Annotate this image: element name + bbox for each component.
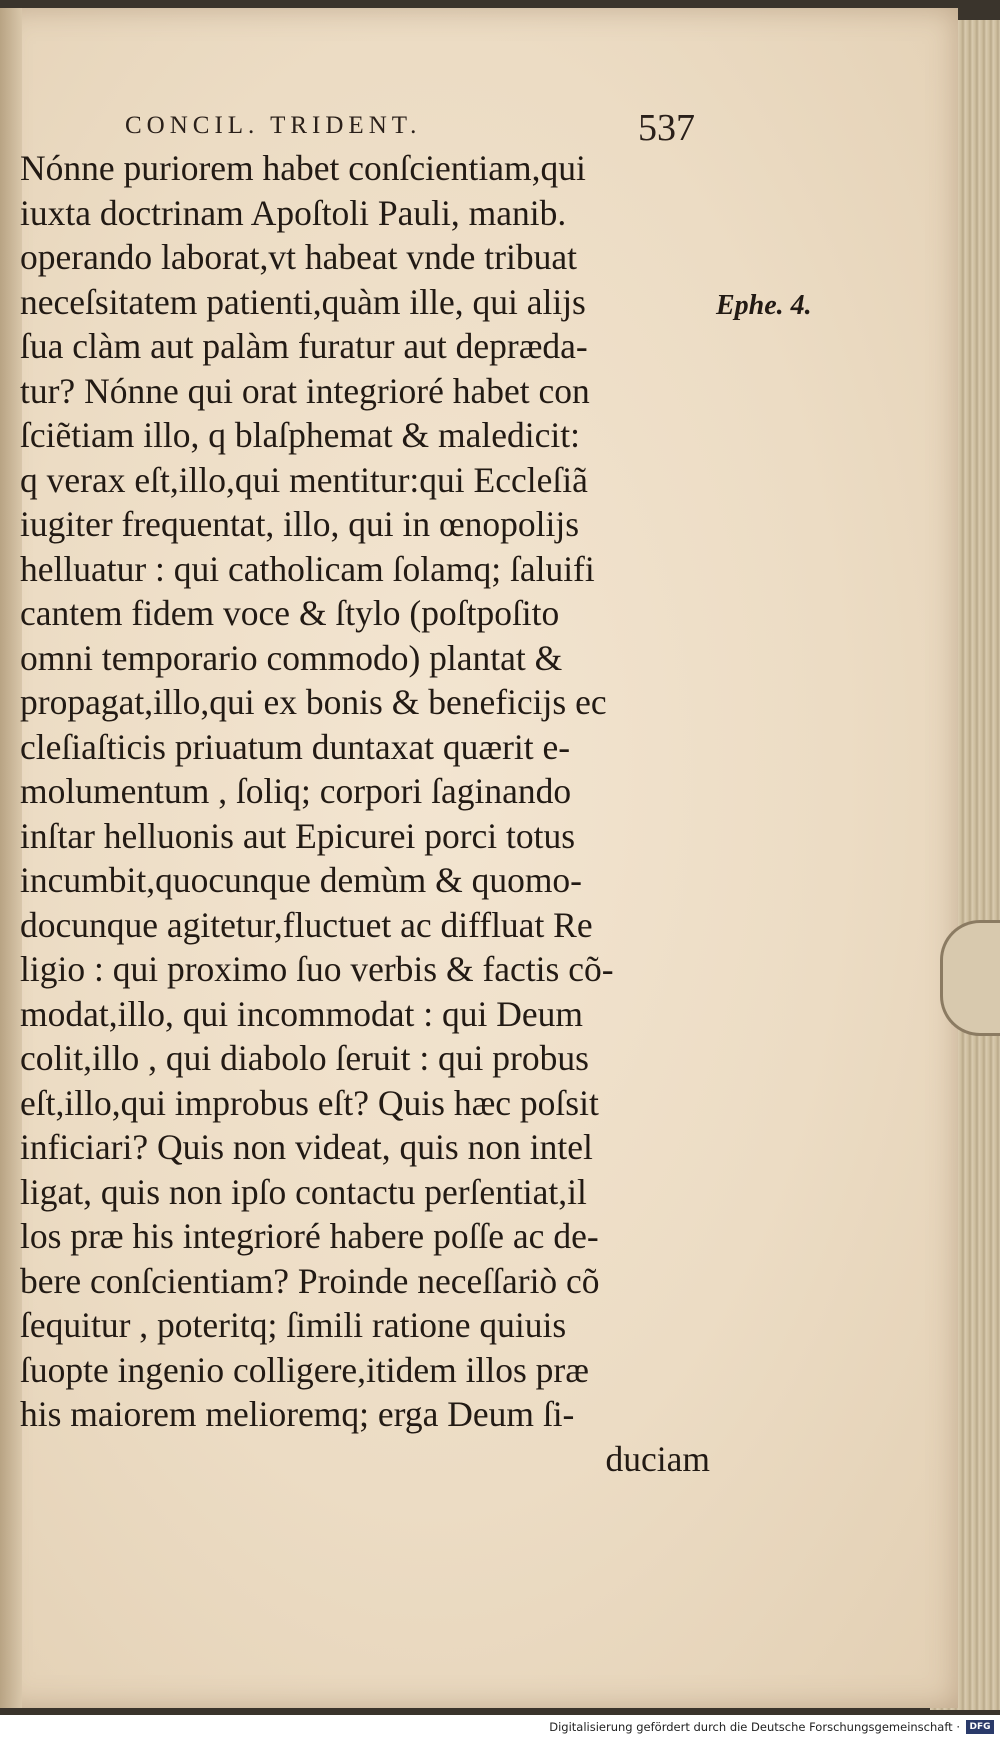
text-line: ligio : qui proximo ſuo verbis & factis cõ- (20, 949, 614, 989)
text-line: cleſiaſticis priuatum duntaxat quærit e- (20, 726, 571, 767)
text-line: eſt,illo,qui improbus eſt? Quis hæc poſsit (20, 1082, 599, 1123)
text-line: helluatur : qui catholicam ſolamq; ſaluifi (20, 548, 595, 589)
text-line: colit,illo , qui diabolo ſeruit : qui probus (20, 1038, 589, 1078)
text-line: los præ his integrioré habere poſſe ac de- (20, 1216, 599, 1256)
text-line: omni temporario commodo) plantat & (20, 637, 563, 678)
catchword: duciam (605, 1438, 710, 1479)
page-number: 537 (638, 107, 695, 149)
text-line: ſequitur , poteritq; ſimili ratione quiuis (20, 1305, 567, 1345)
text-line: ſuopte ingenio colligere,itidem illos præ (20, 1349, 589, 1390)
text-line: ſciẽtiam illo, q blaſphemat & maledicit: (20, 415, 580, 455)
text-line: molumentum , ſoliq; corpori ſaginando (20, 771, 572, 811)
text-line: iugiter frequentat, illo, qui in œnopolijs (20, 504, 580, 544)
dfg-logo: DFG (966, 1720, 994, 1734)
running-head: CONCIL. TRIDENT. (125, 112, 422, 139)
text-line: cantem fidem voce & ſtylo (poſtpoſito (20, 593, 560, 633)
text-line: q verax eſt,illo,qui mentitur:qui Eccleſiã (20, 459, 588, 500)
body-text (20, 146, 710, 1481)
text-line: propagat,illo,qui ex bonis & beneficijs ec (20, 682, 607, 722)
book-clasp (940, 920, 1000, 1036)
text-line: Nónne puriorem habet conſcientiam,qui (20, 148, 586, 188)
text-line: bere conſcientiam? Proinde neceſſariò cõ (20, 1260, 600, 1301)
text-line: ſua clàm aut palàm furatur aut deprædа- (20, 326, 588, 366)
text-line: inſtar helluonis aut Epicurei porci totus (20, 815, 576, 856)
margin-note: Ephe. 4. (716, 290, 812, 321)
book-gutter (0, 8, 22, 1708)
text-line: ligat, quis non ipſo contactu perſentiat,il (20, 1171, 587, 1212)
text-line: neceſsitatem patienti,quàm ille, qui alijs (20, 281, 586, 322)
text-line: operando laborat,vt habeat vnde tribuat (20, 237, 577, 277)
text-line: docunque agitetur,fluctuet ac diffluat Re (20, 904, 593, 945)
text-line: incumbit,quocunque demùm & quomo- (20, 860, 583, 900)
footer-credit: Digitalisierung gefördert durch die Deutsche Forschungsgemeinschaft · (549, 1720, 960, 1734)
text-line: modat,illo, qui incommodat : qui Deum (20, 993, 584, 1034)
text-line: inficiari? Quis non videat, quis non intel (20, 1127, 593, 1167)
text-line: tur? Nónne qui orat integrioré habet con (20, 370, 590, 411)
text-line: iuxta doctrinam Apoſtoli Pauli, manib. (20, 192, 567, 233)
text-line: his maiorem melioremq; erga Deum ſi- (20, 1394, 575, 1434)
